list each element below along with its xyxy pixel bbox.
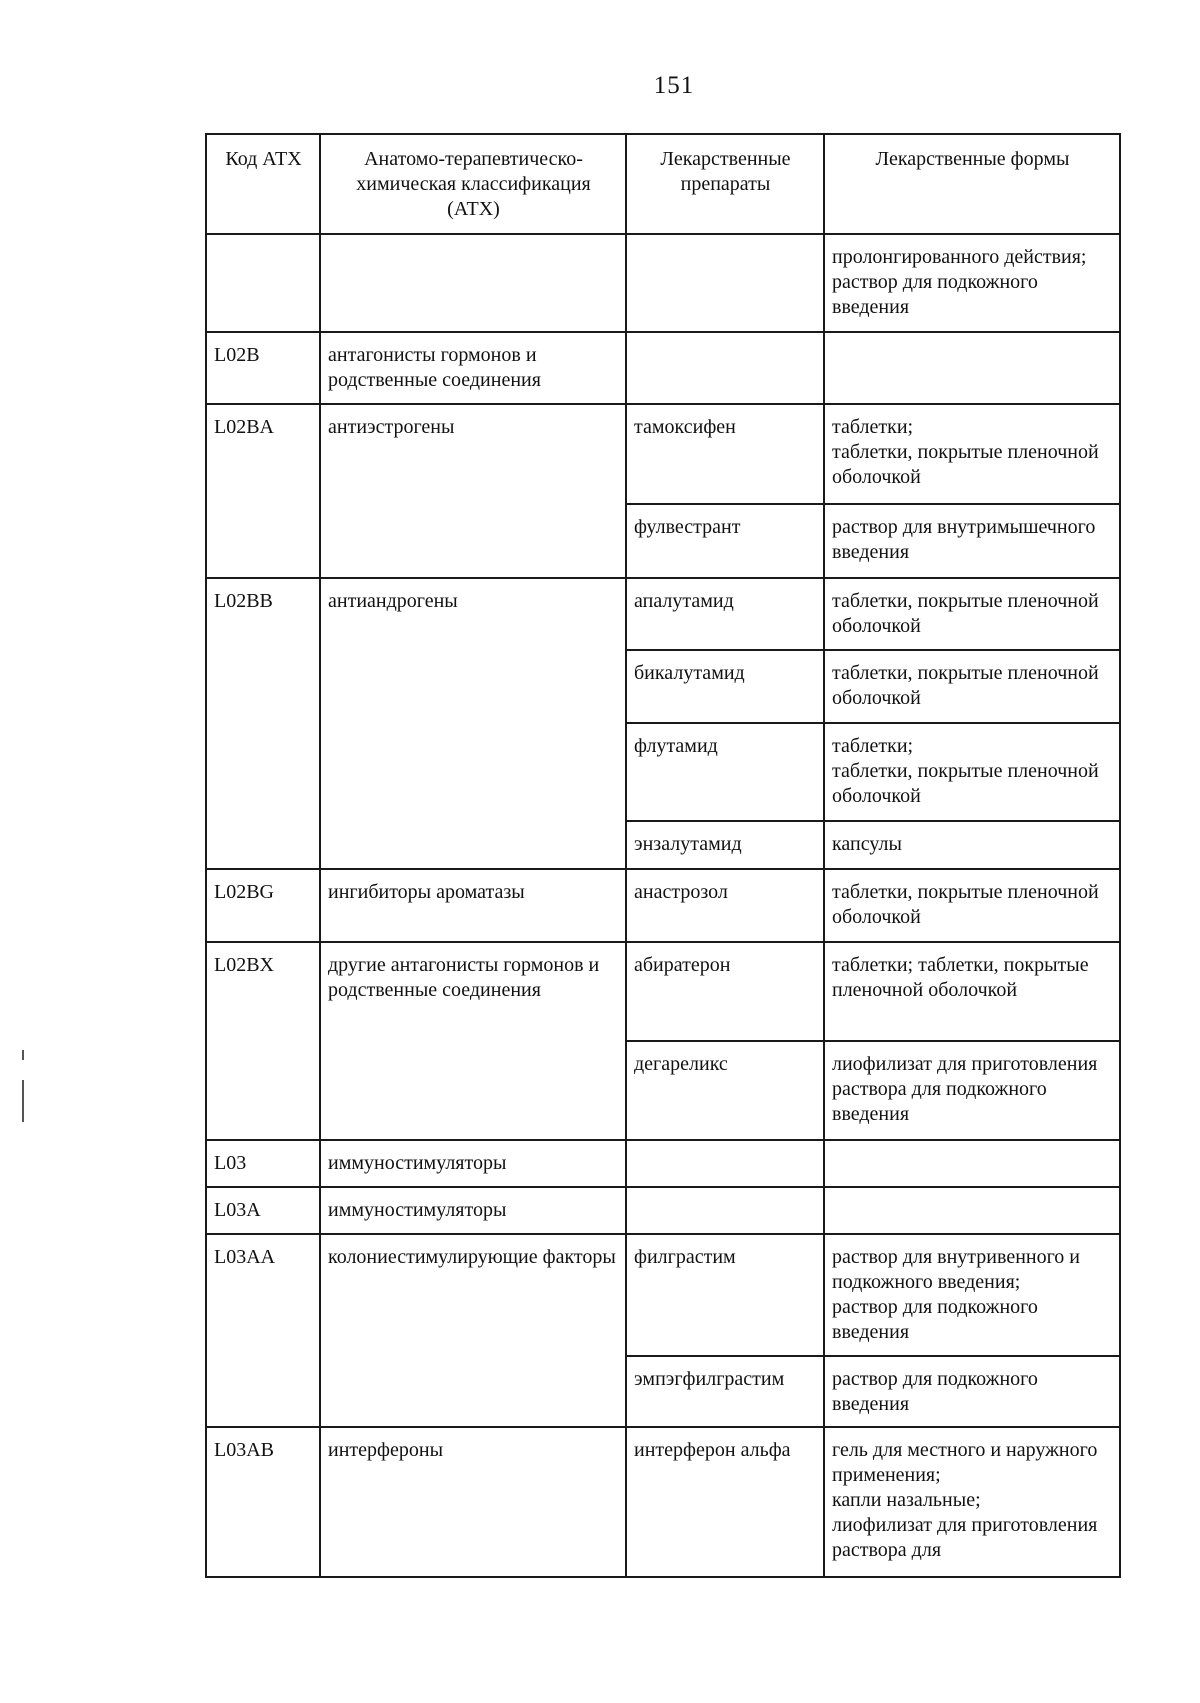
table-row — [206, 234, 1120, 332]
cell-atc: ингибиторы ароматазы — [320, 869, 626, 942]
cell-drug: анастрозол — [626, 869, 824, 942]
cell-form: лиофилизат для приготовления раствора для подкожного введения — [824, 1041, 1120, 1140]
cell-drug: абиратерон — [626, 942, 824, 1041]
cell-form: раствор для внутривенного и подкожного введения; раствор для подкожного введения — [824, 1234, 1120, 1356]
cell-form: раствор для внутримышечного введения — [824, 504, 1120, 578]
cell-atc: антиандрогены — [320, 578, 626, 869]
header-atx-code: Код АТХ — [206, 134, 320, 234]
table-header-row — [206, 134, 1120, 234]
cell-atc: антагонисты гормонов и родственные соединения — [320, 332, 626, 404]
scan-artifact-mark — [22, 1080, 24, 1122]
cell-form: таблетки, покрытые пленочной оболочкой — [824, 578, 1120, 650]
cell-form: гель для местного и наружного применения; капли назальные; лиофилизат для приготовления раствора для — [824, 1427, 1120, 1577]
cell-atc: антиэстрогены — [320, 404, 626, 578]
cell-drug — [626, 332, 824, 404]
atx-table — [205, 133, 1121, 1578]
cell-atc: интерфероны — [320, 1427, 626, 1577]
cell-form — [824, 1140, 1120, 1187]
cell-form: пролонгированного действия; раствор для подкожного введения — [824, 234, 1120, 332]
cell-form: таблетки, покрытые пленочной оболочкой — [824, 650, 1120, 723]
table-row — [206, 869, 1120, 942]
cell-drug: бикалутамид — [626, 650, 824, 723]
cell-drug: флутамид — [626, 723, 824, 821]
cell-drug: дегареликс — [626, 1041, 824, 1140]
cell-form: капсулы — [824, 821, 1120, 869]
cell-atc: другие антагонисты гормонов и родственные соединения — [320, 942, 626, 1140]
cell-drug — [626, 234, 824, 332]
cell-code: L02BA — [206, 404, 320, 578]
table-row — [206, 332, 1120, 404]
cell-form — [824, 1187, 1120, 1234]
cell-code: L02BB — [206, 578, 320, 869]
cell-drug: фулвестрант — [626, 504, 824, 578]
table-row — [206, 1140, 1120, 1187]
cell-atc: иммуностимуляторы — [320, 1140, 626, 1187]
cell-atc: колониестимулирующие факторы — [320, 1234, 626, 1427]
cell-drug — [626, 1187, 824, 1234]
table-row — [206, 404, 1120, 504]
cell-drug — [626, 1140, 824, 1187]
cell-drug: энзалутамид — [626, 821, 824, 869]
header-drugs: Лекарственные препараты — [626, 134, 824, 234]
cell-drug: тамоксифен — [626, 404, 824, 504]
cell-form: таблетки; таблетки, покрытые пленочной оболочкой — [824, 404, 1120, 504]
cell-form: таблетки; таблетки, покрытые пленочной оболочкой — [824, 723, 1120, 821]
scan-artifact-mark — [22, 1050, 24, 1060]
cell-code: L03A — [206, 1187, 320, 1234]
header-atx-classification: Анатомо-терапевтическо-химическая классификация (АТХ) — [320, 134, 626, 234]
cell-code — [206, 234, 320, 332]
cell-code: L03AA — [206, 1234, 320, 1427]
cell-drug: эмпэгфилграстим — [626, 1356, 824, 1427]
cell-code: L02B — [206, 332, 320, 404]
table-row — [206, 942, 1120, 1041]
cell-atc: иммуностимуляторы — [320, 1187, 626, 1234]
cell-code: L03 — [206, 1140, 320, 1187]
cell-form: таблетки; таблетки, покрытые пленочной оболочкой — [824, 942, 1120, 1041]
cell-atc — [320, 234, 626, 332]
header-dosage-forms: Лекарственные формы — [824, 134, 1120, 234]
cell-code: L02BG — [206, 869, 320, 942]
cell-drug: филграстим — [626, 1234, 824, 1356]
cell-form: таблетки, покрытые пленочной оболочкой — [824, 869, 1120, 942]
cell-form: раствор для подкожного введения — [824, 1356, 1120, 1427]
cell-drug: апалутамид — [626, 578, 824, 650]
table-row — [206, 1187, 1120, 1234]
cell-code: L02BX — [206, 942, 320, 1140]
table-row — [206, 578, 1120, 650]
table-row — [206, 1234, 1120, 1356]
page-number: 151 — [653, 72, 695, 99]
cell-code: L03AB — [206, 1427, 320, 1577]
cell-form — [824, 332, 1120, 404]
cell-drug: интерферон альфа — [626, 1427, 824, 1577]
table-row — [206, 1427, 1120, 1577]
